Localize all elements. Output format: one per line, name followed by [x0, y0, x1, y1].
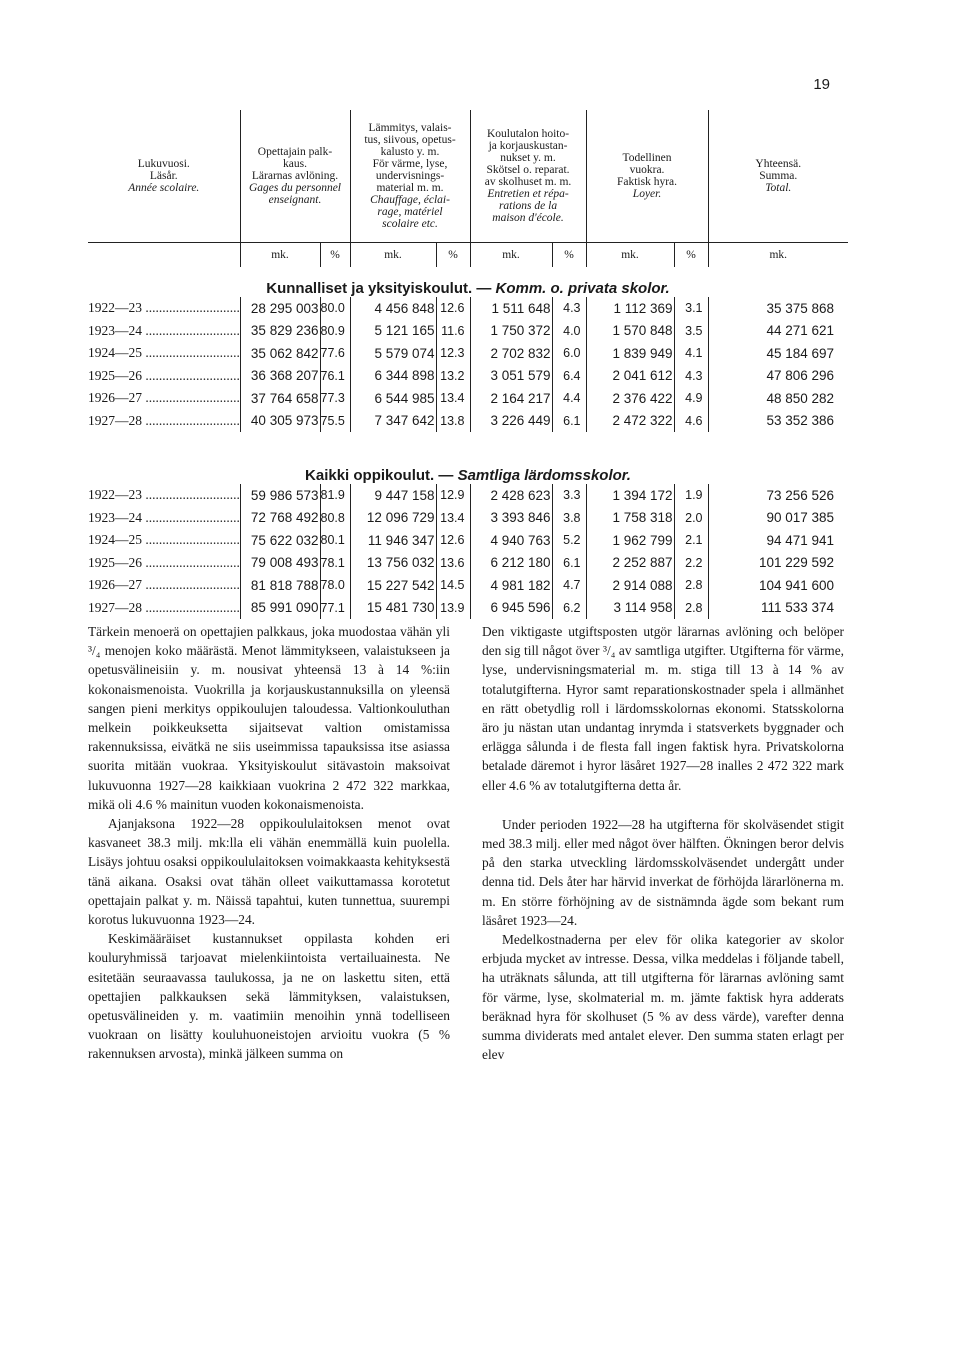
paragraph: Den viktigaste utgiftsposten utgör lärarnas avlöning och belöper den sig till något över ³/₄ av samtliga utgifter. Utgifterna för värme, lyse, undervisningsmaterial m. m. stiga till 13 à 14 % av totalutgifterna. Hyror samt reparationskostnader spela i allmänhet en rätt obetydlig roll i lärdomsskolornas ekonomi. Statsskolorna äro ju nästan utan undantag inrymda i statsverkets byggnader och erlägga sålunda i de flesta fall ingen faktisk hyra. Privatskolorna betalade däremot i hyror läsåret 1927—28 inalles 2 472 322 mark eller 4.6 % av totalutgifterna detta år. [482, 624, 844, 793]
page-number: 19 [813, 76, 830, 93]
header-line: Yhteensä. [755, 158, 802, 170]
percent-cell: 77.6 [320, 342, 350, 365]
header-line: kalusto y. m. [380, 146, 440, 158]
section-title-sv: Samtliga lärdomsskolor. [457, 467, 631, 484]
amount-cell: 3 226 449 [490, 413, 551, 429]
header-line: material m. m. [376, 182, 444, 194]
total-cell: 45 184 697 [766, 345, 835, 361]
section-dash: — [476, 280, 492, 297]
header-line: Lämmitys, valais- [368, 122, 452, 134]
percent-cell: 4.3 [552, 297, 586, 320]
total-cell: 48 850 282 [766, 390, 835, 406]
year-cell: 1926—27 ..... [88, 387, 240, 410]
year-cell: 1922—23 ..... [88, 484, 240, 507]
amount-cell: 28 295 003 [250, 300, 319, 316]
percent-cell: 13.4 [436, 387, 470, 410]
percent-cell: 6.4 [552, 365, 586, 388]
header-year [88, 110, 240, 243]
percent-cell: 12.6 [436, 297, 470, 320]
year-cell: 1927—28 ..... [88, 597, 240, 620]
amount-cell: 11 946 347 [367, 532, 435, 548]
header-line: kaus. [283, 158, 307, 170]
header-rent [586, 110, 708, 243]
year-cell: 1924—25 ..... [88, 529, 240, 552]
amount-cell: 1 112 369 [613, 300, 673, 316]
header-salaries [240, 110, 350, 243]
header-line: Skötsel o. reparat. [486, 164, 570, 176]
amount-cell: 2 252 887 [612, 555, 673, 571]
header-line: Koulutalon hoito- [486, 128, 570, 140]
swedish-text-column [482, 622, 844, 1064]
amount-cell: 6 344 898 [374, 368, 435, 384]
amount-cell: 4 981 182 [490, 577, 551, 593]
section-title [88, 267, 848, 297]
amount-cell: 79 008 493 [250, 555, 319, 571]
amount-cell: 37 764 658 [250, 390, 319, 406]
year-cell: 1923—24 ..... [88, 507, 240, 530]
header-line: ja korjauskustan- [488, 140, 568, 152]
percent-cell: 4.1 [674, 342, 708, 365]
total-cell: 35 375 868 [766, 300, 835, 316]
year-cell: 1926—27 ..... [88, 574, 240, 597]
header-line: För värme, lyse, [372, 158, 448, 170]
unit-percent: % [320, 243, 350, 268]
header-line: enseignant. [268, 194, 322, 206]
amount-cell: 2 376 422 [612, 390, 673, 406]
percent-cell: 12.3 [436, 342, 470, 365]
amount-cell: 3 393 846 [490, 510, 551, 526]
section-dash: — [438, 467, 454, 484]
year-cell: 1922—23 ..... [88, 297, 240, 320]
paragraph: Tärkein menoerä on opettajien palkkaus, joka muodostaa vähän yli ³/₄ menojen koko määrästä. Menot lämmitykseen, valaistukseen ja opetusvälineisiin y. m. nousivat yhteensä 13 à 14 %:iin kokonaismenoista. Vuokrilla ja korjauskustannuksilla on yleensä sangen pieni merkitys oppikoulujen taloudessa. Valtionkouluthan melkein poikkeuksetta sijaitsevat valtion omistamissa rakennuksissa, eivätkä ne siis useimmissa tapauksissa itse asiassa suorita mitään vuokraa. Yksityiskoulut sitävastoin maksoivat lukuvuonna 1927—28 kaikkiaan vuokrina 2 472 322 markkaa, mikä oli 4.6 % mainitun vuoden kokonaismenoista. [88, 624, 450, 812]
percent-cell: 75.5 [320, 410, 350, 433]
table-row [88, 387, 848, 410]
table-row [88, 484, 848, 507]
percent-cell: 3.1 [674, 297, 708, 320]
header-line: Todellinen [622, 152, 672, 164]
header-heating [350, 110, 470, 243]
header-maintenance [470, 110, 586, 243]
header-line: Chauffage, éclai- [370, 194, 450, 206]
amount-cell: 3 051 579 [490, 368, 551, 384]
header-line: undervisnings- [375, 170, 445, 182]
percent-cell: 80.0 [320, 297, 350, 320]
total-cell: 90 017 385 [766, 510, 835, 526]
percent-cell: 12.6 [436, 529, 470, 552]
total-cell: 94 471 941 [766, 532, 835, 548]
year-cell: 1923—24 ..... [88, 320, 240, 343]
percent-cell: 2.8 [674, 597, 708, 620]
total-cell: 44 271 621 [766, 323, 835, 339]
header-total [708, 110, 848, 243]
amount-cell: 5 579 074 [374, 345, 435, 361]
percent-cell: 76.1 [320, 365, 350, 388]
amount-cell: 9 447 158 [374, 487, 435, 503]
table-row [88, 410, 848, 433]
amount-cell: 7 347 642 [374, 413, 435, 429]
percent-cell: 13.6 [436, 552, 470, 575]
unit-mk: mk. [240, 243, 320, 268]
section-title-sv: Komm. o. privata skolor. [495, 280, 670, 297]
table-row [88, 529, 848, 552]
amount-cell: 1 750 372 [490, 323, 551, 339]
percent-cell: 4.0 [552, 320, 586, 343]
amount-cell: 2 428 623 [490, 487, 551, 503]
header-line: scolaire etc. [382, 218, 438, 230]
year-cell: 1925—26 ..... [88, 365, 240, 388]
header-line: Summa. [759, 170, 798, 182]
total-cell: 53 352 386 [766, 413, 835, 429]
amount-cell: 1 394 172 [612, 487, 673, 503]
table-row [88, 365, 848, 388]
percent-cell: 4.9 [674, 387, 708, 410]
amount-cell: 2 041 612 [612, 368, 673, 384]
section-title [88, 454, 848, 484]
section-title-row [88, 454, 848, 484]
percent-cell: 3.5 [674, 320, 708, 343]
amount-cell: 15 227 542 [366, 577, 435, 593]
amount-cell: 3 114 958 [613, 600, 673, 616]
amount-cell: 13 756 032 [366, 555, 435, 571]
unit-mk: mk. [470, 243, 552, 268]
header-line: rations de la [498, 200, 558, 212]
year-cell: 1925—26 ..... [88, 552, 240, 575]
expenditure-table [88, 110, 848, 619]
amount-cell: 2 472 322 [612, 413, 673, 429]
percent-cell: 1.9 [674, 484, 708, 507]
header-line: rage, matériel [377, 206, 443, 218]
percent-cell: 81.9 [320, 484, 350, 507]
amount-cell: 1 570 848 [612, 323, 673, 339]
header-line: Loyer. [632, 188, 662, 200]
header-line: tus, siivous, opetus- [364, 134, 456, 146]
header-line: Läsår. [149, 170, 178, 182]
unit-mk: mk. [586, 243, 674, 268]
table-row [88, 507, 848, 530]
units-row [88, 243, 848, 268]
percent-cell: 5.2 [552, 529, 586, 552]
year-cell: 1927—28 ..... [88, 410, 240, 433]
total-cell: 101 229 592 [758, 555, 835, 571]
percent-cell: 3.8 [552, 507, 586, 530]
percent-cell: 78.0 [320, 574, 350, 597]
amount-cell: 72 768 492 [250, 510, 319, 526]
amount-cell: 35 062 842 [250, 345, 319, 361]
percent-cell: 11.6 [436, 320, 470, 343]
percent-cell: 6.1 [552, 410, 586, 433]
paragraph: Medelkostnaderna per elev för olika kategorier av skolor erbjuda mycket av intresse. Dessa, vilka meddelas i följande tabell, ha uträknats sålunda, att till utgifterna för lärarnas avlöning samt för värme, lyse, skolmaterial m. m. jämte faktisk hyra adderats beräknad hyra för skolhuset (5 % av dess värde), varefter denna summa dividerats med antalet elever. Den summa staten erlagt per elev [482, 932, 844, 1063]
percent-cell: 80.8 [320, 507, 350, 530]
amount-cell: 6 544 985 [374, 390, 435, 406]
amount-cell: 15 481 730 [366, 600, 435, 616]
percent-cell: 2.1 [674, 529, 708, 552]
amount-cell: 1 839 949 [612, 345, 673, 361]
header-line: nukset y. m. [500, 152, 556, 164]
amount-cell: 81 818 788 [250, 577, 319, 593]
table-row [88, 342, 848, 365]
unit-mk: mk. [350, 243, 436, 268]
table-row [88, 574, 848, 597]
percent-cell: 13.8 [436, 410, 470, 433]
percent-cell: 13.2 [436, 365, 470, 388]
total-cell: 47 806 296 [766, 368, 835, 384]
amount-cell: 75 622 032 [250, 532, 319, 548]
total-cell: 111 533 374 [760, 600, 835, 616]
amount-cell: 2 702 832 [490, 345, 551, 361]
amount-cell: 36 368 207 [250, 368, 319, 384]
amount-cell: 6 212 180 [490, 555, 551, 571]
amount-cell: 59 986 573 [250, 487, 319, 503]
amount-cell: 5 121 165 [374, 323, 435, 339]
amount-cell: 35 829 236 [250, 323, 319, 339]
percent-cell: 4.6 [674, 410, 708, 433]
percent-cell: 6.1 [552, 552, 586, 575]
table-row [88, 597, 848, 620]
amount-cell: 4 940 763 [490, 532, 551, 548]
percent-cell: 2.2 [674, 552, 708, 575]
percent-cell: 77.3 [320, 387, 350, 410]
amount-cell: 12 096 729 [366, 510, 435, 526]
percent-cell: 2.0 [674, 507, 708, 530]
section-title-fi: Kunnalliset ja yksityiskoulut. [266, 280, 473, 297]
amount-cell: 2 914 088 [612, 577, 673, 593]
percent-cell: 14.5 [436, 574, 470, 597]
percent-cell: 77.1 [320, 597, 350, 620]
percent-cell: 4.4 [552, 387, 586, 410]
percent-cell: 6.2 [552, 597, 586, 620]
finnish-text-column [88, 622, 450, 1064]
header-line: Faktisk hyra. [616, 176, 678, 188]
total-cell: 104 941 600 [758, 577, 835, 593]
amount-cell: 85 991 090 [250, 600, 319, 616]
percent-cell: 13.4 [436, 507, 470, 530]
amount-cell: 4 456 848 [374, 300, 435, 316]
spacer-row [88, 432, 848, 454]
table-row [88, 320, 848, 343]
header-line: Opettajain palk- [257, 146, 333, 158]
header-line: Lukuvuosi. [137, 158, 190, 170]
header-line: maison d'école. [492, 212, 564, 224]
paragraph: Under perioden 1922—28 ha utgifterna för skolväsendet stigit med 38.3 milj. eller med något över hälften. Ökningen beror delvis på den starka utveckling lärdomsskolväsendet undergått under denna tid. Dels åter har härvid inverkat de förhöjda lärarlönerna m. m. En större förhöjning av de sistnämnda ägde som bekant rum läsåret 1923—24. [482, 816, 844, 928]
percent-cell: 12.9 [436, 484, 470, 507]
header-line: Gages du personnel [249, 182, 341, 194]
paragraph: Ajanjaksona 1922—28 oppikoululaitoksen menot ovat kasvaneet 38.3 milj. mk:lla eli vähän enemmällä kuin puolella. Lisäys johtuu osaksi oppikoululaitoksen voimakkaasta kehityksestä tänä aikana. Osaksi ovat tähän olleet vaikuttamassa korotetut opettajain palkat y. m. Näissä tapahtui, kuten tunnettua, suurempi korotus lukuvuonna 1923—24. [88, 816, 450, 928]
percent-cell: 4.3 [674, 365, 708, 388]
amount-cell: 1 511 648 [491, 300, 551, 316]
header-line: Lärarnas avlöning. [251, 170, 339, 182]
percent-cell: 4.7 [552, 574, 586, 597]
amount-cell: 1 758 318 [612, 510, 673, 526]
percent-cell: 13.9 [436, 597, 470, 620]
percent-cell: 3.3 [552, 484, 586, 507]
amount-cell: 2 164 217 [490, 390, 551, 406]
amount-cell: 40 305 973 [250, 413, 319, 429]
percent-cell: 6.0 [552, 342, 586, 365]
paragraph: Keskimääräiset kustannukset oppilasta kohden eri kouluryhmissä tarjoavat mielenkiintoista vertailuainesta. Ne esitetään seuraavassa taulukossa, ja ne on laskettu siten, että opettajien palkkauksen sekä lämmityksen, valaistuksen, opetusvälineiden y. m. vaatimiin menoihin ynnä todelliseen vuokraan on lisätty kouluhuoneistojen arvioitu vuokra (5 % rakennuksen arvosta), minkä jälkeen summa on [88, 931, 450, 1062]
year-cell: 1924—25 ..... [88, 342, 240, 365]
unit-percent: % [674, 243, 708, 268]
header-line: Entretien et répa- [487, 188, 569, 200]
percent-cell: 80.1 [320, 529, 350, 552]
unit-percent: % [436, 243, 470, 268]
table-row [88, 297, 848, 320]
header-line: Année scolaire. [128, 182, 200, 194]
section-title-fi: Kaikki oppikoulut. [305, 467, 435, 484]
header-line: vuokra. [629, 164, 665, 176]
unit-percent: % [552, 243, 586, 268]
amount-cell: 1 962 799 [612, 532, 673, 548]
table-header-row [88, 110, 848, 243]
table-row [88, 552, 848, 575]
header-line: av skolhuset m. m. [484, 176, 572, 188]
amount-cell: 6 945 596 [490, 600, 551, 616]
percent-cell: 80.9 [320, 320, 350, 343]
section-title-row [88, 267, 848, 297]
unit-mk: mk. [708, 243, 848, 268]
percent-cell: 2.8 [674, 574, 708, 597]
header-line: Total. [765, 182, 792, 194]
percent-cell: 78.1 [320, 552, 350, 575]
total-cell: 73 256 526 [766, 487, 835, 503]
